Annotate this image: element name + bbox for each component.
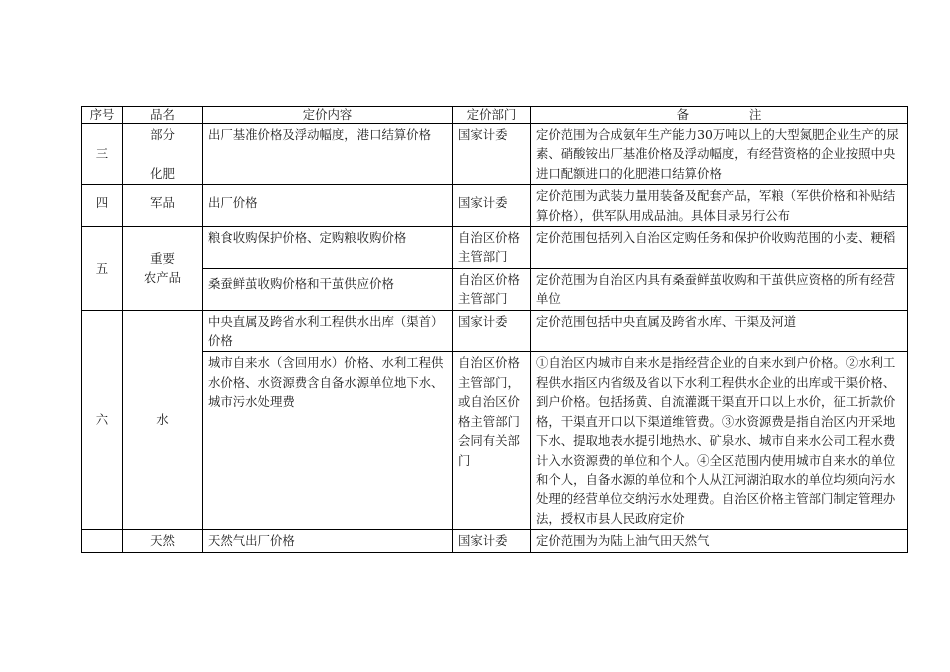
row-dept: 国家计委 xyxy=(453,185,531,227)
row-dept: 国家计委 xyxy=(453,310,531,352)
header-name: 品名 xyxy=(123,107,203,124)
row-content: 粮食收购保护价格、定购粮收购价格 xyxy=(203,227,453,269)
row-name: 军品 xyxy=(123,185,203,227)
row-remark: 定价范围为合成氨年生产能力30万吨以上的大型氮肥企业生产的尿素、硝酸铵出厂基准价格及浮动幅度，有经营资格的企业按照中央进口配额进口的化肥港口结算价格 xyxy=(531,124,908,185)
row-name xyxy=(123,124,203,185)
row-seq xyxy=(82,530,123,552)
row-name-line2: 农产品 xyxy=(143,270,182,286)
row-seq: 六 xyxy=(82,310,123,529)
table-row-4 xyxy=(82,185,908,227)
row-dept: 国家计委 xyxy=(453,124,531,185)
row-content: 天然气出厂价格 xyxy=(203,530,453,552)
table-row-3 xyxy=(82,124,908,185)
header-row xyxy=(82,107,908,124)
row-name-bottom: 化肥 xyxy=(150,166,175,181)
row-remark: 定价范围为自治区内具有桑蚕鲜茧收购和干茧供应资格的所有经营单位 xyxy=(531,268,908,310)
table-row-6a xyxy=(82,310,908,352)
row-content: 中央直属及跨省水利工程供水出库（渠首）价格 xyxy=(203,310,453,352)
row-remark: ①自治区内城市自来水是指经营企业的自来水到户价格。②水利工程供水指区内省级及省以下水利工程供水企业的出库或干渠价格、到户价格。包括扬黄、自流灌溉干渠直开口以上水价，征工折款价格，干渠直开口以下渠道维管费。③水资源费是指自治区内开采地下水、提取地表水提引地热水、矿泉水、城市自来水公司工程水费计入水资源费的单位和个人。④全区范围内使用城市自来水的单位和个人，自备水源的单位和个人从江河湖泊取水的单位均须向污水处理的经营单位交纳污水处理费。自治区价格主管部门制定管理办法，授权市县人民政府定价 xyxy=(531,352,908,530)
row-dept: 自治区价格主管部门，或自治区价格主管部门会同有关部门 xyxy=(453,352,531,530)
row-name xyxy=(123,227,203,311)
row-remark: 定价范围包括列入自治区定购任务和保护价收购范围的小麦、粳稻 xyxy=(531,227,908,269)
pricing-catalog-table xyxy=(81,106,908,553)
row-remark: 定价范围为为陆上油气田天然气 xyxy=(531,530,908,552)
header-remark-b: 注 xyxy=(749,107,762,122)
row-name: 水 xyxy=(123,310,203,529)
row-content: 出厂价格 xyxy=(203,185,453,227)
table-row-5b xyxy=(82,268,908,310)
row-dept: 国家计委 xyxy=(453,530,531,552)
table-row-5a xyxy=(82,227,908,269)
row-content: 出厂基准价格及浮动幅度，港口结算价格 xyxy=(203,124,453,185)
header-remark-a: 备 xyxy=(676,107,689,122)
row-name: 天然 xyxy=(123,530,203,552)
header-seq: 序号 xyxy=(82,107,123,124)
row-seq: 三 xyxy=(82,124,123,185)
header-dept: 定价部门 xyxy=(453,107,531,124)
table-row-6b xyxy=(82,352,908,530)
row-dept: 自治区价格主管部门 xyxy=(453,268,531,310)
row-name-line1: 重要 xyxy=(150,250,175,266)
row-content: 城市自来水（含回用水）价格、水利工程供水价格、水资源费含自备水源单位地下水、城市污水处理费 xyxy=(203,352,453,530)
row-remark: 定价范围包括中央直属及跨省水库、干渠及河道 xyxy=(531,310,908,352)
header-remark xyxy=(531,107,908,124)
row-seq: 四 xyxy=(82,185,123,227)
table-row-7 xyxy=(82,530,908,552)
row-name-top: 部分 xyxy=(150,127,175,142)
row-dept: 自治区价格主管部门 xyxy=(453,227,531,269)
row-seq: 五 xyxy=(82,227,123,311)
header-content: 定价内容 xyxy=(203,107,453,124)
row-content: 桑蚕鲜茧收购价格和干茧供应价格 xyxy=(203,268,453,310)
row-remark: 定价范围为武装力量用装备及配套产品，军粮（军供价格和补贴结算价格），供军队用成品油。具体目录另行公布 xyxy=(531,185,908,227)
